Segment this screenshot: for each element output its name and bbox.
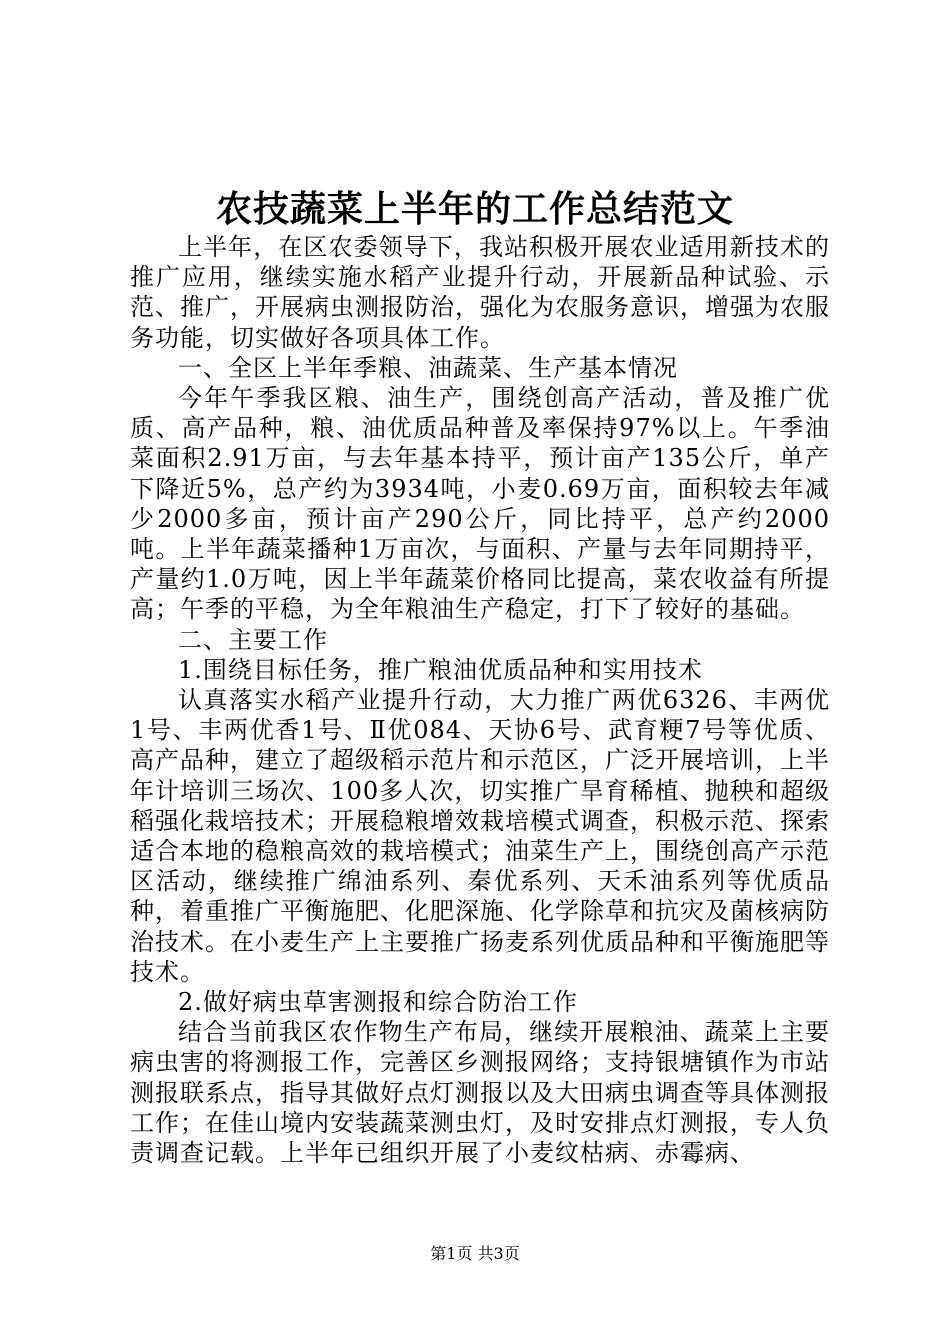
page-number: 第1页 共3页 bbox=[430, 1244, 520, 1263]
section-heading-2: 二、主要工作 bbox=[178, 625, 328, 654]
subsection-heading-2: 2.做好病虫草害测报和综合防治工作 bbox=[178, 988, 578, 1017]
paragraph-intro: 上半年，在区农委领导下，我站积极开展农业适用新技术的推广应用，继续实施水稻产业提升行动，开展新品种试验、示范、推广，开展病虫测报防治，强化为农服务意识，增强为农服务功能，切实做好各项具体工作。 bbox=[130, 233, 830, 352]
subsection-heading-1: 1.围绕目标任务，推广粮油优质品种和实用技术 bbox=[178, 655, 703, 684]
document-title: 农技蔬菜上半年的工作总结范文 bbox=[215, 188, 734, 230]
paragraph-production: 今年午季我区粮、油生产，围绕创高产活动，普及推广优质、高产品种，粮、油优质品种普及率保持97%以上。午季油菜面积2.91万亩，与去年基本持平，预计亩产135公斤，单产下降近5%，总产约为3934吨，小麦0.69万亩，面积较去年减少2000多亩，预计亩产290公斤，同比持平，总产约2000吨。上半年蔬菜播种1万亩次，与面积、产量与去年同期持平，产量约1.0万吨，因上半年蔬菜价格同比提高，菜农收益有所提高；午季的平稳，为全年粮油生产稳定，打下了较好的基础。 bbox=[130, 384, 830, 624]
paragraph-pest-monitoring: 结合当前我区农作物生产布局，继续开展粮油、蔬菜上主要病虫害的将测报工作，完善区乡测报网络；支持银塘镇作为市站测报联系点，指导其做好点灯测报以及大田病虫调查等具体测报工作；在佳山境内安装蔬菜测虫灯，及时安排点灯测报，专人负责调查记载。上半年已组织开展了小麦纹枯病、赤霉病、 bbox=[130, 1018, 830, 1168]
section-heading-1: 一、全区上半年季粮、油蔬菜、生产基本情况 bbox=[178, 353, 678, 382]
paragraph-varieties: 认真落实水稻产业提升行动，大力推广两优6326、丰两优1号、丰两优香1号、Ⅱ优084、天协6号、武育粳7号等优质、高产品种，建立了超级稻示范片和示范区，广泛开展培训，上半年计培训三场次、100多人次，切实推广旱育稀植、抛秧和超级稻强化栽培技术；开展稳粮增效栽培模式调查，积极示范、探索适合本地的稳粮高效的栽培模式；油菜生产上，围绕创高产示范区活动，继续推广绵油系列、秦优系列、天禾油系列等优质品种，着重推广平衡施肥、化肥深施、化学除草和抗灾及菌核病防治技术。在小麦生产上主要推广扬麦系列优质品种和平衡施肥等技术。 bbox=[130, 686, 830, 986]
document-body bbox=[130, 232, 830, 1168]
